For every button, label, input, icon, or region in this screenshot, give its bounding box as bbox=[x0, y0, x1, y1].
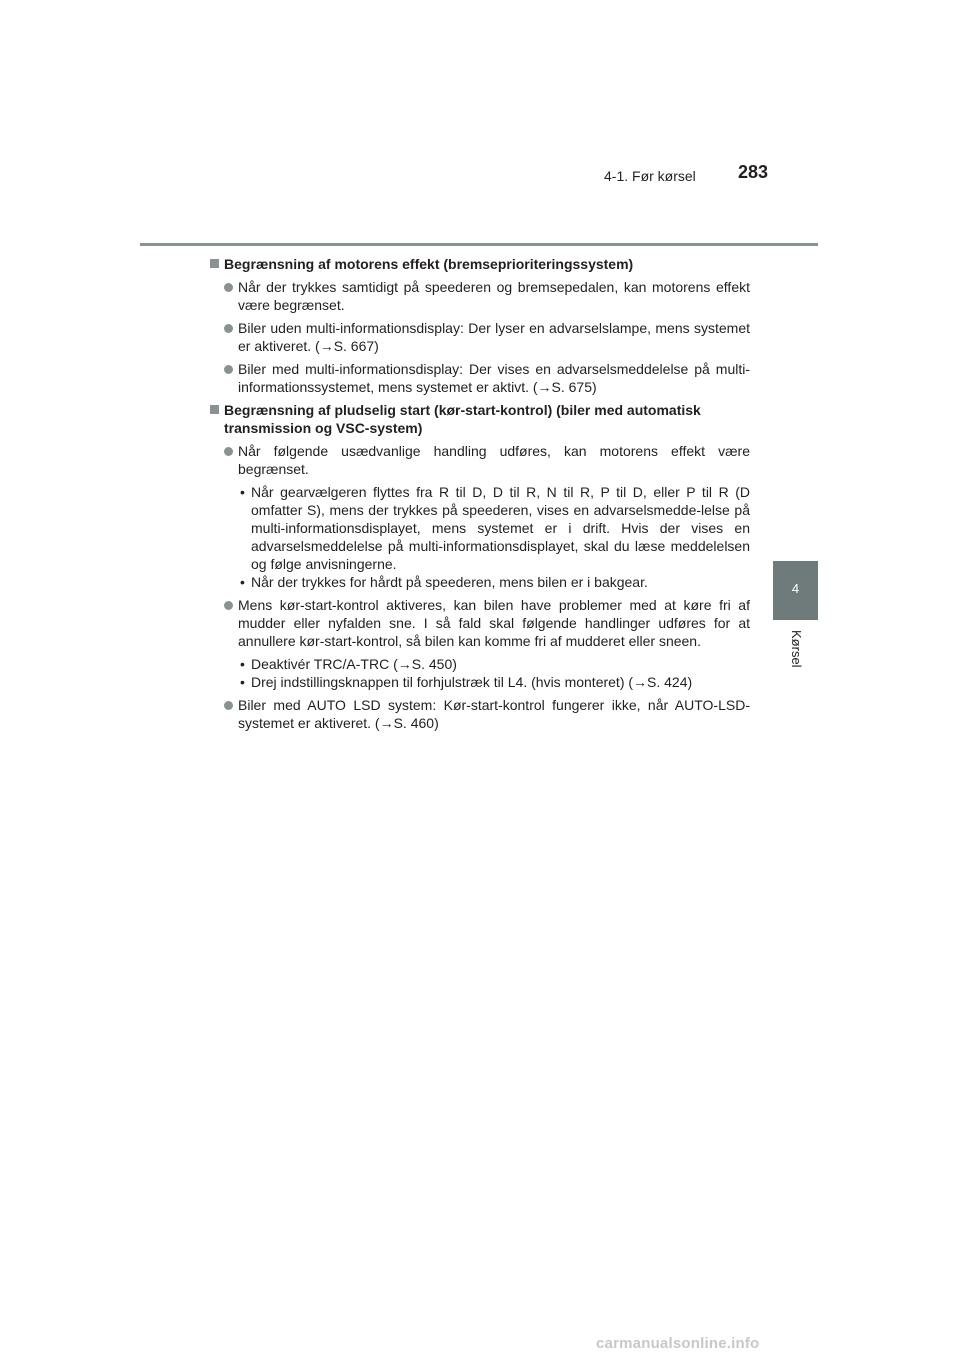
sub-item bbox=[210, 673, 750, 691]
round-bullet-icon bbox=[224, 447, 233, 456]
list-item-text: Biler uden multi-informationsdisplay: Der lyser en advarselslampe, mens systemet er aktiveret. (→S. 667) bbox=[238, 320, 750, 354]
chapter-tab-number: 4 bbox=[791, 581, 800, 596]
chapter-tab bbox=[773, 561, 818, 620]
chapter-tab-label: Kørsel bbox=[789, 630, 804, 668]
square-bullet-icon bbox=[210, 405, 219, 414]
round-bullet-icon bbox=[224, 601, 233, 610]
list-item bbox=[210, 278, 750, 314]
sub-bullet-icon: • bbox=[240, 484, 245, 500]
list-item-text: Når følgende usædvanlige handling udføres, kan motorens effekt være begrænset. bbox=[238, 443, 750, 477]
list-item bbox=[210, 319, 750, 355]
sub-item-text: Når gearvælgeren flyttes fra R til D, D til R, N til R, P til D, eller P til R (D omfatter S), mens der trykkes på speederen, vises en advarselsmedde-lelse på multi-informationsdisplayet, mens systemet er i drift. Hvis der vises en advarselsmeddelelse på multi-informationsdisplayet, skal du læse meddelelsen og følge anvisningerne. bbox=[251, 484, 750, 572]
section-heading bbox=[210, 401, 750, 437]
page-number: 283 bbox=[738, 162, 769, 182]
sub-bullet-icon: • bbox=[240, 674, 245, 690]
list-item-text: Når der trykkes samtidigt på speederen og bremsepedalen, kan motorens effekt være begrænset. bbox=[238, 279, 750, 313]
square-bullet-icon bbox=[210, 259, 219, 268]
round-bullet-icon bbox=[224, 283, 233, 292]
list-item-text: Biler med multi-informationsdisplay: Der vises en advarselsmeddelelse på multi-informationssystemet, mens systemet er aktivt. (→S. 675) bbox=[238, 361, 750, 395]
sub-item bbox=[210, 483, 750, 573]
round-bullet-icon bbox=[224, 701, 233, 710]
sub-item-text: Drej indstillingsknappen til forhjulstræk til L4. (hvis monteret) (→S. 424) bbox=[251, 674, 693, 690]
header-section-title: 4-1. Før kørsel bbox=[604, 168, 696, 184]
list-item-text: Biler med AUTO LSD system: Kør-start-kontrol fungerer ikke, når AUTO-LSD-systemet er aktiveret. (→S. 460) bbox=[238, 697, 750, 731]
list-item bbox=[210, 596, 750, 650]
section-heading-text: Begrænsning af motorens effekt (bremseprioriteringssystem) bbox=[224, 256, 634, 272]
sub-bullet-icon: • bbox=[240, 574, 245, 590]
sub-item-text: Deaktivér TRC/A-TRC (→S. 450) bbox=[251, 656, 457, 672]
round-bullet-icon bbox=[224, 324, 233, 333]
list-item-text: Mens kør-start-kontrol aktiveres, kan bilen have problemer med at køre fri af mudder eller nyfalden sne. I så fald skal følgende handlinger udføres for at annullere kør-start-kontrol, så bilen kan komme fri af mudderet eller sneen. bbox=[238, 597, 750, 649]
list-item bbox=[210, 696, 750, 732]
page-content bbox=[210, 255, 750, 737]
round-bullet-icon bbox=[224, 365, 233, 374]
sub-item bbox=[210, 655, 750, 673]
sub-item bbox=[210, 573, 750, 591]
section-heading bbox=[210, 255, 750, 273]
watermark: carmanualsonline.info bbox=[596, 1335, 760, 1352]
section-heading-text: Begrænsning af pludselig start (kør-start-kontrol) (biler med automatisk transmission og VSC-system) bbox=[224, 402, 701, 436]
list-item bbox=[210, 360, 750, 396]
header-rule bbox=[140, 243, 818, 246]
sub-item-text: Når der trykkes for hårdt på speederen, mens bilen er i bakgear. bbox=[251, 574, 648, 590]
list-item bbox=[210, 442, 750, 478]
sub-bullet-icon: • bbox=[240, 656, 245, 672]
